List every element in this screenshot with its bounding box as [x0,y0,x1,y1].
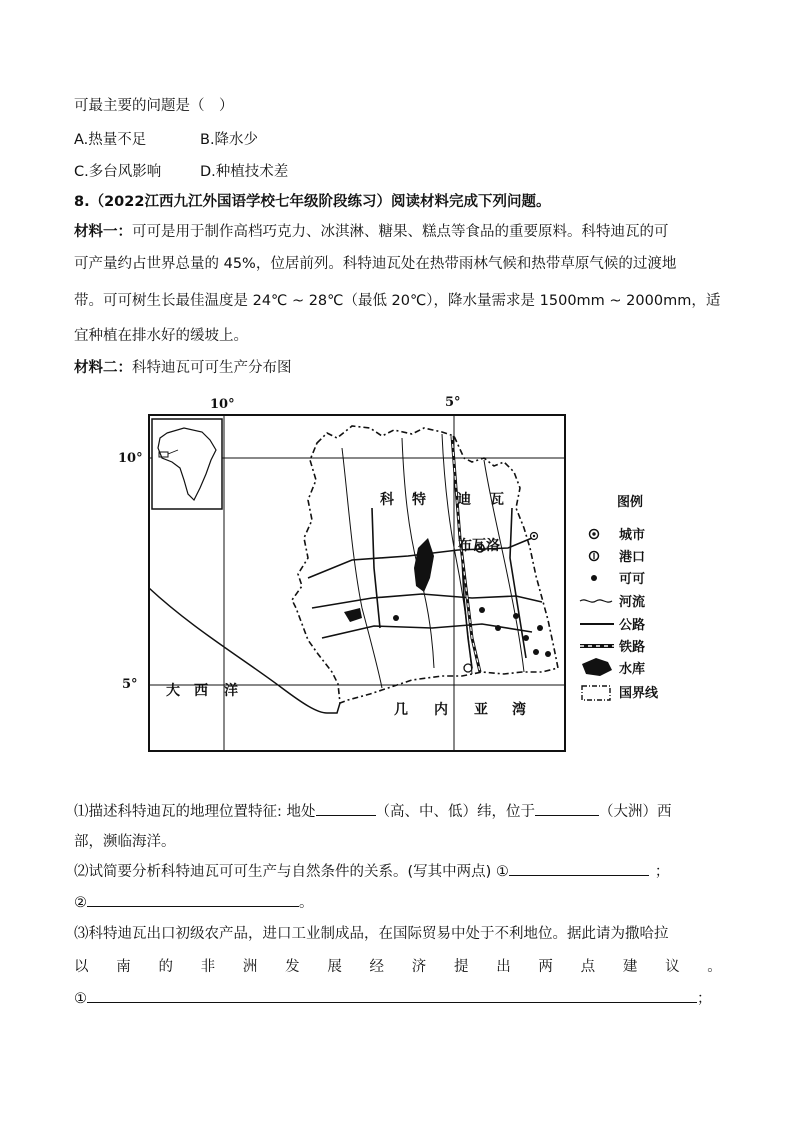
africa-inset [152,419,222,509]
railway [452,436,480,672]
q3-char: 南 [116,959,131,975]
q3-char: 两 [538,959,553,975]
lat-5-label: 5° [122,677,138,692]
cocoa-marker [545,651,551,657]
cocoa-marker [513,613,519,619]
cocoa-marker [533,649,539,655]
q2-text: ⑵试简要分析科特迪瓦可可生产与自然条件的关系。(写其中两点) ① [74,864,509,880]
road [372,508,380,628]
cocoa-marker [537,625,543,631]
q2-line1 [74,860,669,881]
q8-material1-line3: 带。可可树生长最佳温度是 24℃ ~ 28℃（最低 20℃），降水量需求是 1500mm ~ 2000mm，适 [74,293,721,309]
legend-cocoa-symbol [591,575,597,581]
country-char: 特 [412,492,426,508]
q3-line2 [74,955,722,976]
cocoa-marker [523,635,529,641]
q3-char: 发 [285,959,300,975]
legend-border: 国界线 [619,686,659,701]
cote-divoire-cocoa-map [112,388,672,758]
legend-reservoir: 水库 [619,662,646,677]
q3-char: 的 [158,959,173,975]
gulf-char: 几 [394,702,408,718]
q7-option-a[interactable]: A.热量不足 [74,132,147,148]
reservoir [344,608,362,622]
q3-char: 提 [453,959,469,975]
q7-option-d[interactable]: D.种植技术差 [200,164,289,180]
q3-num1: ① [74,991,87,1007]
q1-blank-latitude[interactable] [316,801,376,816]
q8-material1-line2: 可产量约占世界总量的 45%，位居前列。科特迪瓦处在热带雨林气候和热带草原气候的过渡地 [74,256,677,272]
q1-blank-continent[interactable] [535,801,599,816]
gulf-char: 内 [434,702,448,718]
q3-line1: ⑶科特迪瓦出口初级农产品，进口工业制成品，在国际贸易中处于不利地位。据此请为撒哈拉 [74,926,669,942]
q1-text-c: （大洲）西 [599,804,672,820]
legend-port: 港口 [619,550,646,565]
gulf-char: 湾 [512,702,526,718]
q1-text-b: （高、中、低）纬，位于 [375,804,535,820]
q1-line1 [74,800,672,821]
q3-char: 点 [580,959,596,975]
lat-10-label: 10° [118,451,143,466]
q3-line3 [74,987,712,1008]
q3-char: 以 [74,959,89,975]
country-char: 科 [380,492,394,508]
country-char: 迪 [457,492,471,508]
legend-reservoir-symbol [582,658,612,676]
legend-border-symbol [582,686,610,700]
city-label: 布瓦洛 [458,538,500,554]
cocoa-marker [495,625,501,631]
lon-5-label: 5° [445,395,461,410]
q3-char: 议 [665,959,680,975]
legend-road: 公路 [619,618,646,633]
material1-text: 可可是用于制作高档巧克力、冰淇淋、糖果、糕点等食品的重要原料。科特迪瓦的可 [132,224,669,240]
material2-text: 科特迪瓦可可生产分布图 [132,360,292,376]
material2-label: 材料二： [74,360,132,376]
legend-river: 河流 [619,595,646,610]
q3-end1: ； [697,991,712,1007]
q8-material1-line1 [74,220,669,241]
road [322,624,532,638]
cocoa-marker [479,607,485,613]
q3-char: 建 [622,959,638,975]
q2-end1: ； [654,864,670,880]
q3-char: 。 [707,959,722,975]
q1-text-a: ⑴描述科特迪瓦的地理位置特征: 地处 [74,804,316,820]
gulf-char: 亚 [474,702,488,718]
river [342,448,382,688]
q2-blank-1[interactable] [509,861,649,876]
q3-char: 济 [411,959,427,975]
q8-header: 8.（2022江西九江外国语学校七年级阶段练习）阅读材料完成下列问题。 [74,194,551,210]
q3-char: 经 [369,959,385,975]
ocean-char: 洋 [224,683,238,699]
q3-char: 洲 [242,959,258,975]
ocean-char: 大 [166,683,180,699]
legend-railway: 铁路 [619,640,646,655]
q7-stem: 可最主要的问题是（ ） [74,98,234,114]
country-char: 瓦 [490,492,504,508]
q2-num2: ② [74,895,87,911]
ocean-char: 西 [194,683,208,699]
q7-option-b[interactable]: B.降水少 [200,132,259,148]
material1-label: 材料一： [74,224,132,240]
q7-option-c[interactable]: C.多台风影响 [74,164,162,180]
q8-material2 [74,356,292,377]
legend-river-symbol [580,600,612,602]
q2-end2: 。 [299,895,314,911]
legend-cocoa: 可可 [619,572,646,587]
port-marker [464,664,472,672]
q3-char: 展 [327,959,342,975]
road [510,508,526,658]
reservoir [414,538,434,592]
legend-city: 城市 [619,528,646,543]
cocoa-marker [393,615,399,621]
q8-material1-line4: 宜种植在排水好的缓坡上。 [74,328,248,344]
legend-title: 图例 [617,495,644,510]
q3-char: 非 [200,959,216,975]
q2-blank-2[interactable] [87,892,299,907]
lon-10-label: 10° [210,397,235,412]
q2-line2 [74,891,314,912]
q3-char: 出 [496,959,511,975]
q1-line2: 部，濒临海洋。 [74,834,176,850]
q3-blank-1[interactable] [87,988,697,1003]
